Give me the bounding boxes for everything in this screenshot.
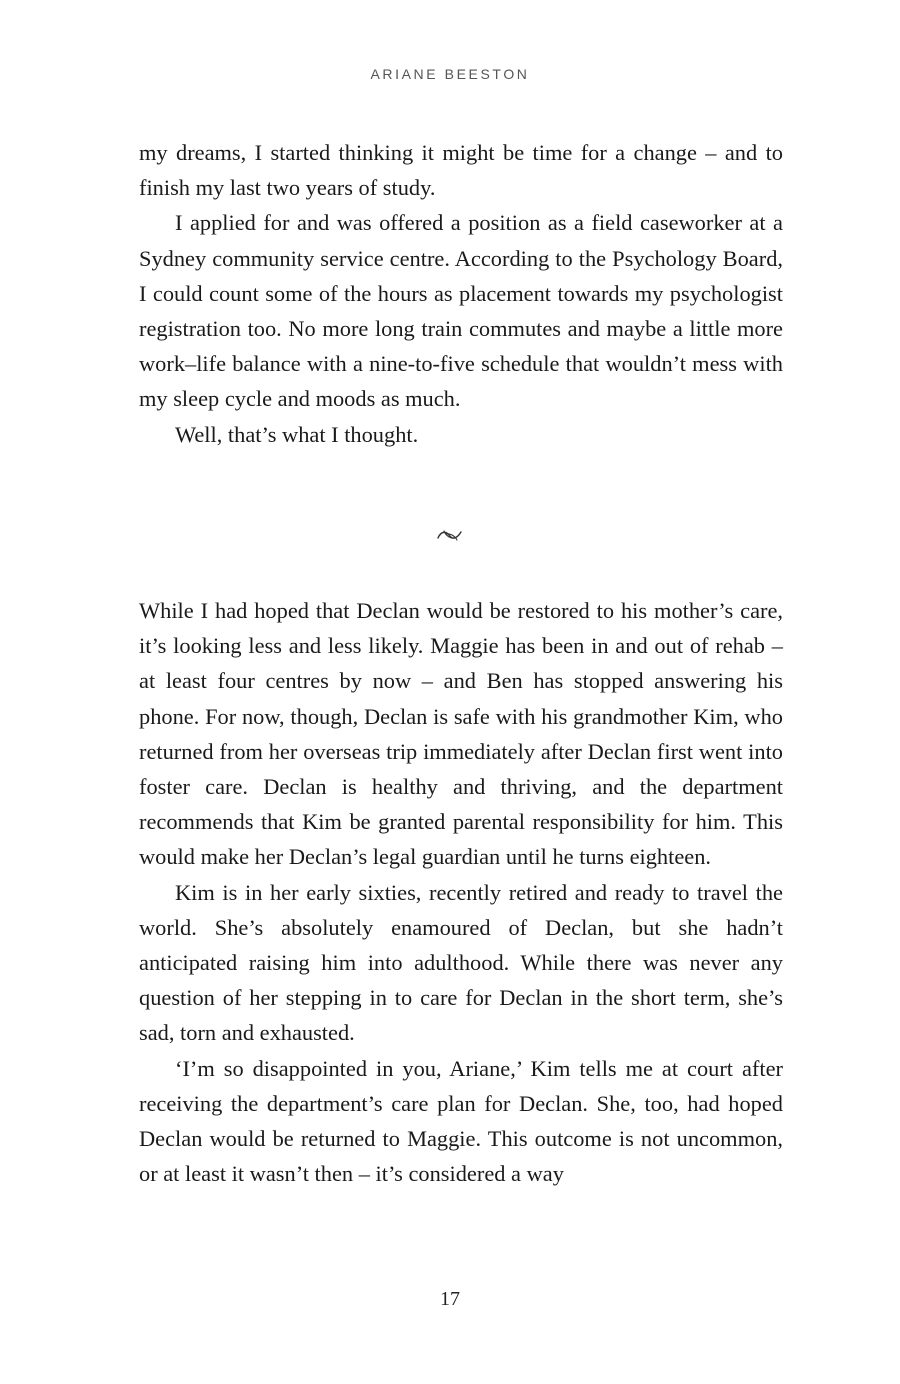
section-2 — [139, 593, 783, 1191]
paragraph: Well, that’s what I thought. — [175, 421, 419, 447]
paragraph: I applied for and was offered a position as a field caseworker at a Sydney community service centre. According to the Psychology Board, I could count some of the hours as placement towards my psychologist registration too. No more long train commutes and maybe a little more work–life balance with a nine-to-five schedule that wouldn’t mess with my sleep cycle and moods as much. — [139, 210, 783, 412]
page-number: 17 — [440, 1288, 460, 1310]
running-head: ARIANE BEESTON — [370, 66, 530, 82]
section-break — [0, 527, 900, 549]
section-1 — [139, 135, 783, 452]
paragraph: While I had hoped that Declan would be restored to his mother’s care, it’s looking less and less likely. Maggie has been in and out of rehab – at least four centres by now – and Ben has stopped answering his phone. For now, though, Declan is safe with his grandmother Kim, who returned from her overseas trip immediately after Declan first went into foster care. Declan is healthy and thriving, and the department recommends that Kim be granted parental responsibility for him. This would make her Declan’s legal guardian until he turns eighteen. — [139, 598, 783, 870]
paragraph: ‘I’m so disappointed in you, Ariane,’ Kim tells me at court after receiving the department’s care plan for Declan. She, too, had hoped Declan would be returned to Maggie. This outcome is not uncommon, or at least it wasn’t then – it’s considered a way — [139, 1055, 783, 1187]
paragraph: Kim is in her early sixties, recently retired and ready to travel the world. She’s absolutely enamoured of Declan, but she hadn’t anticipated raising him into adulthood. While there was never any question of her stepping in to care for Declan in the short term, she’s sad, torn and exhausted. — [139, 879, 783, 1046]
section-break-flourish-icon — [435, 527, 465, 543]
paragraph-continuation: my dreams, I started thinking it might be time for a change – and to finish my last two years of study. — [139, 140, 783, 201]
